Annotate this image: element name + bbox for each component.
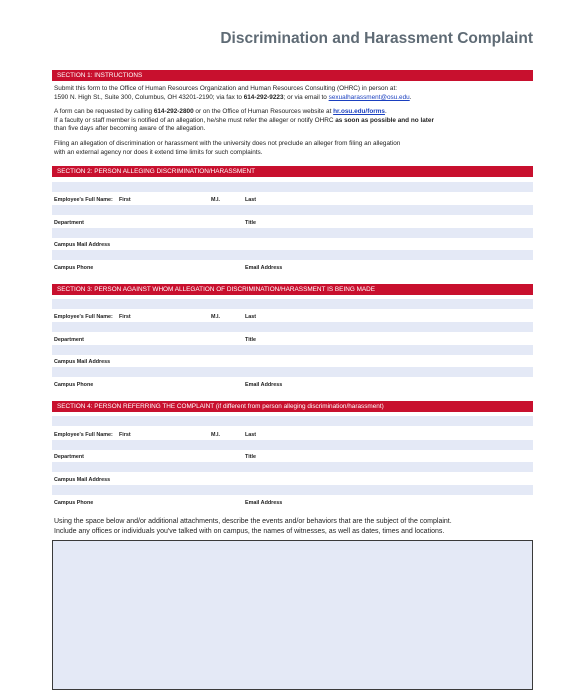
s4-name-field-row[interactable] xyxy=(52,416,533,426)
s4-department-field-row[interactable] xyxy=(52,440,533,450)
s4-last-label: Last xyxy=(245,432,257,438)
s4-phone-email-field-row[interactable] xyxy=(52,485,533,495)
s3-department-field-row[interactable] xyxy=(52,322,533,332)
s2-title-label: Title xyxy=(245,220,256,226)
s3-mi-label: M.I. xyxy=(211,314,220,320)
s2-phone-label: Campus Phone xyxy=(54,265,94,271)
s2-phone-email-field-row[interactable] xyxy=(52,250,533,260)
phone-number: 614-292-2800 xyxy=(153,108,194,115)
s2-department-field-row[interactable] xyxy=(52,205,533,215)
s3-email-label: Email Address xyxy=(245,382,283,388)
fax-number: 614-292-9223 xyxy=(243,93,284,101)
s3-title-label: Title xyxy=(245,337,256,343)
s2-department-label: Department xyxy=(54,220,84,226)
s4-mail-address-label: Campus Mail Address xyxy=(54,477,111,483)
instructions-submit-paragraph: Submit this form to the Office of Human Resources Organization and Human Resources Consulting (OHRC) in person at: 1590 N. High St., Suite 300, Columbus, OH 43201-2190; via fax to 614-292-9223; or via email to sexualharassment@osu.edu. xyxy=(54,85,412,101)
section-4-header: SECTION 4: PERSON REFERRING THE COMPLAINT (if different from person alleging discrimination/harassment) xyxy=(52,401,533,412)
s2-name-field-row[interactable] xyxy=(52,182,533,192)
instructions-request-paragraph: A form can be requested by calling 614-292-2800 or on the Office of Human Resources website at hr.osu.edu/forms. If a faculty or staff member is notified of an allegation, he/she must refer the alleger or notify OHRC as soon as possible and no later than five days after becoming aware of the allegation. xyxy=(54,108,434,133)
s4-first-label: First xyxy=(119,432,131,438)
s2-mail-field-row[interactable] xyxy=(52,228,533,238)
s3-mail-address-label: Campus Mail Address xyxy=(54,359,111,365)
section-1-header: SECTION 1: INSTRUCTIONS xyxy=(52,70,533,81)
s3-last-label: Last xyxy=(245,314,257,320)
email-link[interactable]: sexualharassment@osu.edu xyxy=(328,93,410,101)
s3-first-label: First xyxy=(119,314,131,320)
s4-phone-label: Campus Phone xyxy=(54,500,94,506)
s4-mail-field-row[interactable] xyxy=(52,462,533,472)
s2-mi-label: M.I. xyxy=(211,197,220,203)
section-3-header: SECTION 3: PERSON AGAINST WHOM ALLEGATION OF DISCRIMINATION/HARASSMENT IS BEING MADE xyxy=(52,284,533,295)
s3-mail-field-row[interactable] xyxy=(52,345,533,355)
s2-first-label: First xyxy=(119,197,131,203)
description-instructions: Using the space below and/or additional attachments, describe the events and/or behaviors that are the subject of the complaint. Include any offices or individuals you've talked with on campus, the names of witnesses, as well as dates, times and locations. xyxy=(54,518,452,535)
document-title: Discrimination and Harassment Complaint xyxy=(220,30,533,47)
complaint-description-textbox[interactable] xyxy=(52,540,533,690)
s2-full-name-label: Employee's Full Name: xyxy=(54,197,113,203)
s3-full-name-label: Employee's Full Name: xyxy=(54,314,113,320)
section-4-header-note: (if different from person alleging discrimination/harassment) xyxy=(214,403,384,410)
s4-full-name-label: Employee's Full Name: xyxy=(54,432,113,438)
s2-mail-address-label: Campus Mail Address xyxy=(54,242,111,248)
s4-title-label: Title xyxy=(245,454,256,460)
s3-department-label: Department xyxy=(54,337,84,343)
s3-phone-label: Campus Phone xyxy=(54,382,94,388)
s3-name-field-row[interactable] xyxy=(52,299,533,309)
forms-link[interactable]: hr.osu.edu/forms xyxy=(333,108,385,115)
s2-email-label: Email Address xyxy=(245,265,283,271)
s4-department-label: Department xyxy=(54,454,84,460)
section-2-header: SECTION 2: PERSON ALLEGING DISCRIMINATION/HARASSMENT xyxy=(52,166,533,177)
s4-email-label: Email Address xyxy=(245,500,283,506)
s3-phone-email-field-row[interactable] xyxy=(52,367,533,377)
s4-mi-label: M.I. xyxy=(211,432,220,438)
s2-last-label: Last xyxy=(245,197,257,203)
instructions-external-agency-paragraph: Filing an allegation of discrimination or harassment with the university does not preclude an alleger from filing an allegation with an external agency nor does it extend time limits for such complaints. xyxy=(54,140,401,156)
